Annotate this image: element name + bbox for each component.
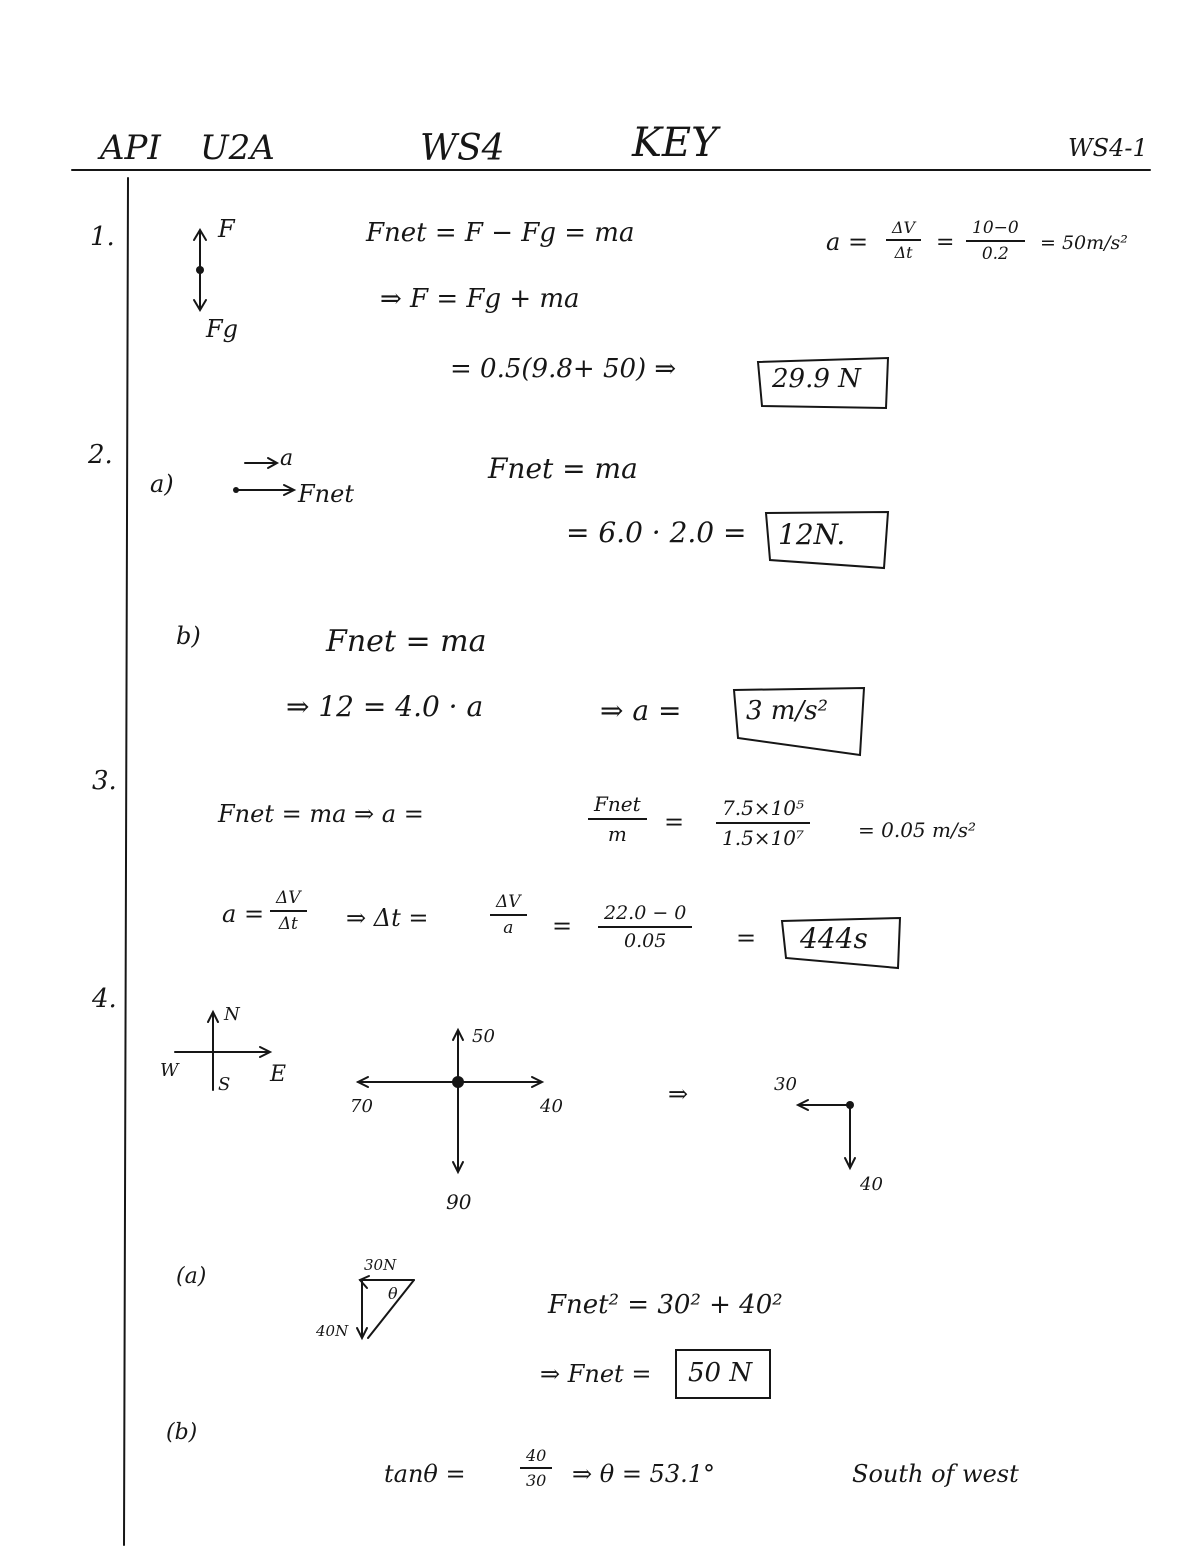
- p1-force-f-label: F: [218, 215, 235, 243]
- p1-accel-fraction-1-num: ΔV: [886, 218, 921, 241]
- p2a-eq2: = 6.0 · 2.0 =: [566, 516, 747, 549]
- p1-force-fg-label: Fg: [206, 315, 239, 343]
- p2-vector-a-label: a: [280, 446, 294, 471]
- header-unit: U2A: [200, 128, 275, 168]
- p2a-answer: 12N.: [778, 518, 846, 551]
- triangle-top-label: 30N: [364, 1256, 397, 1274]
- implies-arrow: ⇒: [668, 1080, 689, 1108]
- p3-fraction-values: [716, 796, 810, 850]
- p1-eq3: = 0.5(9.8+ 50) ⇒: [450, 354, 677, 384]
- margin-rule: [124, 178, 128, 1545]
- p1-accel-fraction-2-num: 10−0: [966, 218, 1025, 242]
- p3-eq2-equals: =: [552, 912, 573, 940]
- p4a-answer: 50 N: [688, 1358, 753, 1388]
- triangle-side-label: 40N: [316, 1322, 349, 1340]
- compass-n: N: [224, 1004, 240, 1025]
- p4a-triangle: [357, 1276, 414, 1338]
- p2-number: 2.: [88, 440, 113, 470]
- p4b-fraction-den: 30: [526, 1471, 547, 1490]
- p4a-label: (a): [176, 1264, 207, 1289]
- p3-number: 3.: [92, 766, 117, 796]
- p2b-eq1: Fnet = ma: [326, 624, 487, 659]
- p4-resultant-diagram: [798, 1100, 855, 1168]
- p3-fraction-dv-dt-num: ΔV: [270, 888, 307, 912]
- p1-fbd-diagram: [194, 230, 206, 310]
- p4a-eq2: ⇒ Fnet =: [540, 1360, 652, 1388]
- compass-e: E: [270, 1062, 287, 1087]
- p1-accel-equals: =: [936, 230, 955, 255]
- p2b-label: b): [176, 622, 201, 650]
- force-left-label: 70: [350, 1096, 373, 1117]
- triangle-angle-label: θ: [388, 1284, 398, 1303]
- p2b-eq2: ⇒ 12 = 4.0 · a: [286, 690, 484, 723]
- p4b-eq-mid: ⇒ θ = 53.1°: [572, 1460, 715, 1488]
- header-key: KEY: [632, 120, 718, 166]
- p3-fraction-dv-a-den: a: [503, 918, 514, 938]
- p1-accel-lhs: a =: [826, 228, 869, 256]
- compass-w: W: [160, 1060, 179, 1081]
- header-page: WS4-1: [1068, 134, 1148, 162]
- force-down-label: 90: [446, 1190, 472, 1214]
- p3-equals: =: [664, 808, 685, 836]
- p2b-eq3: ⇒ a =: [600, 694, 682, 727]
- compass-s: S: [218, 1074, 231, 1095]
- p3-fraction-dv-dt-den: Δt: [278, 914, 298, 934]
- p4b-label: (b): [166, 1420, 198, 1445]
- header-course: API: [100, 128, 161, 168]
- p2b-answer: 3 m/s²: [746, 696, 828, 726]
- p1-accel-fraction-2-den: 0.2: [981, 244, 1009, 264]
- force-right-label: 40: [540, 1096, 563, 1117]
- p1-answer: 29.9 N: [772, 364, 861, 394]
- p3-answer: 444s: [800, 922, 868, 955]
- p3-fraction-dv-a-num: ΔV: [490, 892, 527, 916]
- p1-number: 1.: [90, 222, 115, 252]
- p3-eq1: Fnet = ma ⇒ a =: [218, 800, 424, 828]
- p3-result: = 0.05 m/s²: [858, 818, 976, 842]
- p1-accel-fraction-2: [966, 218, 1025, 264]
- p1-eq2: ⇒ F = Fg + ma: [380, 284, 580, 314]
- p3-eq2-lhs: a =: [222, 900, 265, 928]
- p4b-fraction-num: 40: [520, 1446, 552, 1469]
- p4-force-diagram: [358, 1030, 542, 1172]
- p3-fraction-fnet-m: [588, 792, 647, 846]
- resultant-down-label: 40: [860, 1174, 883, 1195]
- header-worksheet: WS4: [420, 128, 505, 169]
- p1-accel-result: = 50m/s²: [1040, 232, 1128, 254]
- p3-fraction-values-den: 1.5×10⁷: [722, 826, 805, 850]
- p4-number: 4.: [92, 984, 117, 1014]
- p2a-label: a): [150, 470, 174, 498]
- p3-fraction-22-005: [598, 902, 692, 952]
- p4b-fraction: [520, 1446, 552, 1490]
- p3-fraction-22-005-den: 0.05: [624, 930, 667, 952]
- p3-eq2-mid: ⇒ Δt =: [346, 904, 429, 932]
- p3-eq2-end: =: [736, 924, 757, 952]
- p3-fraction-dv-dt: [270, 888, 307, 934]
- p3-fraction-dv-a: [490, 892, 527, 938]
- p2a-eq1: Fnet = ma: [488, 452, 638, 485]
- p1-eq1: Fnet = F − Fg = ma: [366, 218, 635, 248]
- p4b-direction: South of west: [852, 1460, 1019, 1488]
- force-up-label: 50: [472, 1026, 495, 1047]
- p4b-eq-lhs: tanθ =: [384, 1460, 466, 1488]
- p1-accel-fraction-1: [886, 218, 921, 262]
- p3-fraction-fnet-m-num: Fnet: [588, 792, 647, 820]
- p3-fraction-values-num: 7.5×10⁵: [716, 796, 810, 824]
- p3-fraction-22-005-num: 22.0 − 0: [598, 902, 692, 928]
- p2-vector-fnet-label: Fnet: [298, 480, 354, 508]
- p4a-eq1: Fnet² = 30² + 40²: [548, 1290, 783, 1320]
- resultant-left-label: 30: [774, 1074, 797, 1095]
- p1-accel-fraction-1-den: Δt: [894, 243, 913, 262]
- p3-fraction-fnet-m-den: m: [607, 822, 627, 846]
